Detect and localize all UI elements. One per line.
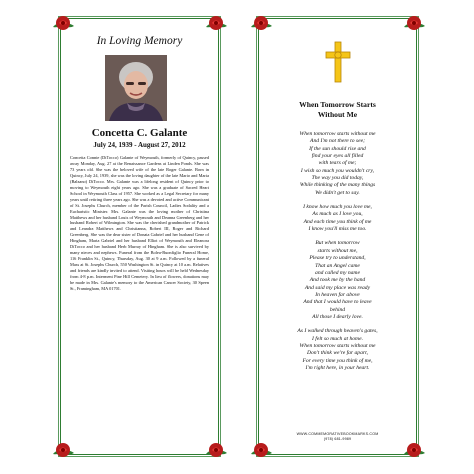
publisher-phone: (978) 681-9989 <box>323 437 352 441</box>
poem-line: I know how much you love me, <box>303 204 372 211</box>
poem-line: Don't think we're far apart, <box>306 350 369 357</box>
poem-line: When tomorrow starts without me <box>299 342 376 349</box>
poem-line: That an Angel came <box>315 262 360 269</box>
portrait-photo <box>105 55 167 121</box>
poem-line: with tears of me; <box>318 160 357 167</box>
rose-icon <box>402 13 426 35</box>
poem-line: And each time you think of me <box>303 218 372 225</box>
poem-line: As I walked through heaven's gates, <box>297 328 378 335</box>
poem-line: And said my place was ready <box>304 284 371 291</box>
poem-line: behind <box>329 306 346 313</box>
poem-line: As much as I love you, <box>312 211 363 218</box>
poem-line: While thinking of the many things <box>299 182 376 189</box>
poem-line: I know you'll miss me too. <box>308 226 367 233</box>
rose-icon <box>249 13 273 35</box>
poem-line: All those I dearly love. <box>312 313 363 320</box>
poem-line: For every time you think of me, <box>302 357 373 364</box>
poem-line: And took me by the hand <box>309 277 366 284</box>
memorial-bookmark-right <box>258 18 417 455</box>
rose-icon <box>402 440 426 462</box>
poem-line: I felt so much at home. <box>312 335 363 342</box>
poem-stanza <box>263 328 412 372</box>
rose-icon <box>204 440 228 462</box>
poem-line: We didn't get to say. <box>315 189 360 196</box>
poem-line: And that I would have to leave <box>303 299 372 306</box>
poem-line: The way you did today, <box>311 175 364 182</box>
poem-line: and called my name <box>315 269 360 276</box>
poem-body <box>263 131 412 379</box>
deceased-name: Concetta C. Galante <box>91 127 188 139</box>
poem-line: find your eyes all filled <box>311 153 364 160</box>
poem-stanza <box>263 131 412 197</box>
publisher-footer <box>259 432 416 442</box>
publisher-url[interactable]: WWW.COMMEMORATIVEBOOKMARKS.COM <box>296 432 379 436</box>
rose-icon <box>51 440 75 462</box>
poem-line: In heaven far above <box>315 291 360 298</box>
poem-line: When tomorrow starts without me <box>299 131 376 137</box>
poem-line: And I'm not there to see; <box>310 138 365 145</box>
memorial-bookmark-left <box>60 18 219 455</box>
life-dates: July 24, 1939 - August 27, 2012 <box>93 141 186 149</box>
poem-line: But when tomorrow <box>315 240 360 247</box>
obituary-text: Concetta Connie (DiTocco) Galante of Weymouth, formerly of Quincy, passed away Monday, Aug. 27 at the Renaissance Gardens at Linden Ponds. She was 73 years old. She was the beloved wife of the late Roger Galante. Born in Quincy, July 24, 1939, she was the loving daughter of the late Mario and Maria (Balzano) DiTocco. Mrs. Galante was a lifelong resident of Quincy prior to moving to Weymouth eight years ago. She was a graduate of Sacred Heart School in Weymouth Class of 1957. She worked as a Legal Secretary for many years until retiring three years ago. She was a devoted and active Communicant of St. Josephs Church, member of the Parish Council, Ladies Sodality and a Eucharistic Minister. Mrs. Galante was the loving mother of Christina Matthews and her husband Louis of Weymouth and Deanna Greenberg and her husband Robert of Wilmington. She was the cherished grandmother of Patrick and Leandra Matthews and Christianna, Robert III, Roger and Richard Greenberg. She was the dear sister of Donata Gabriel and her husband Gene of Hingham, Maria Gabriel and her husband Elliot of Weymouth and Eleanora DiTocco and her husband Herb Murray of Hingham. She is also survived by many nieces and nephews. Funeral from the Bolea-Buonfiglio Funeral Home, 116 Franklin St., Quincy, Thursday, Aug. 30 at 9 a.m. Followed by a funeral Mass at St. Josephs Church, 550 Washington St. in Quincy at 10 a.m. Relatives and friends are kindly invited to attend. Visiting hours will be held Wednesday from 4-8 p.m. Interment Pine Hill Cemetery. In lieu of flowers, donations may be made in Mrs. Galante's memory to the American Cancer Society, 30 Speen St., Framingham, MA 01701. <box>70 155 209 291</box>
poem-line: I wish so much you wouldn't cry, <box>300 167 375 174</box>
poem-line: If the sun should rise and <box>309 145 366 152</box>
poem-stanza <box>263 240 412 321</box>
poem-line: I'm right here, in your heart. <box>305 364 370 371</box>
rose-icon <box>204 13 228 35</box>
cross-icon <box>323 41 353 83</box>
poem-stanza <box>263 204 412 233</box>
poem-line: Please try to understand, <box>309 255 366 262</box>
poem-line: starts without me, <box>317 247 358 254</box>
rose-icon <box>51 13 75 35</box>
rose-icon <box>249 440 273 462</box>
memorial-heading: In Loving Memory <box>96 35 183 47</box>
poem-title: When Tomorrow Starts Without Me <box>299 100 376 119</box>
